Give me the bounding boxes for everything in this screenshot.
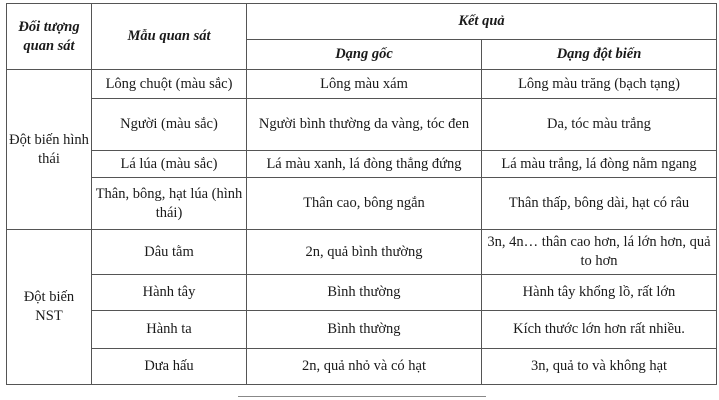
mutant-cell: Thân thấp, bông dài, hạt có râu [482,178,717,230]
table-row [7,99,717,151]
table-row [7,275,717,311]
group-label: Đột biến hình thái [7,70,92,230]
mutant-cell: Lá màu trắng, lá đòng nằm ngang [482,151,717,178]
table-row [7,230,717,275]
original-cell: Thân cao, bông ngắn [247,178,482,230]
sample-cell: Thân, bông, hạt lúa (hình thái) [92,178,247,230]
mutant-cell: 3n, quả to và không hạt [482,349,717,385]
original-cell: 2n, quả nhỏ và có hạt [247,349,482,385]
mutation-table [6,3,717,385]
original-cell: Lá màu xanh, lá đòng thẳng đứng [247,151,482,178]
table-row [7,151,717,178]
table-row [7,311,717,349]
sample-cell: Hành tây [92,275,247,311]
sample-cell: Lông chuột (màu sắc) [92,70,247,99]
header-original: Dạng gốc [247,40,482,70]
sample-cell: Dâu tằm [92,230,247,275]
header-sample: Mẫu quan sát [92,4,247,70]
group-label: Đột biến NST [7,230,92,385]
table-row [7,70,717,99]
original-cell: 2n, quả bình thường [247,230,482,275]
sample-cell: Người (màu sắc) [92,99,247,151]
divider [238,396,486,397]
header-result: Kết quả [247,4,717,40]
mutant-cell: 3n, 4n… thân cao hơn, lá lớn hơn, quả to hơn [482,230,717,275]
sample-cell: Lá lúa (màu sắc) [92,151,247,178]
original-cell: Bình thường [247,311,482,349]
original-cell: Bình thường [247,275,482,311]
table-row [7,349,717,385]
mutant-cell: Lông màu trăng (bạch tạng) [482,70,717,99]
sample-cell: Dưa hấu [92,349,247,385]
original-cell: Người bình thường da vàng, tóc đen [247,99,482,151]
header-subject: Đối tượng quan sát [7,4,92,70]
original-cell: Lông màu xám [247,70,482,99]
mutant-cell: Kích thước lớn hơn rất nhiều. [482,311,717,349]
sample-cell: Hành ta [92,311,247,349]
mutant-cell: Hành tây khổng lồ, rất lớn [482,275,717,311]
mutant-cell: Da, tóc màu trắng [482,99,717,151]
table-row [7,178,717,230]
header-mutant: Dạng đột biến [482,40,717,70]
